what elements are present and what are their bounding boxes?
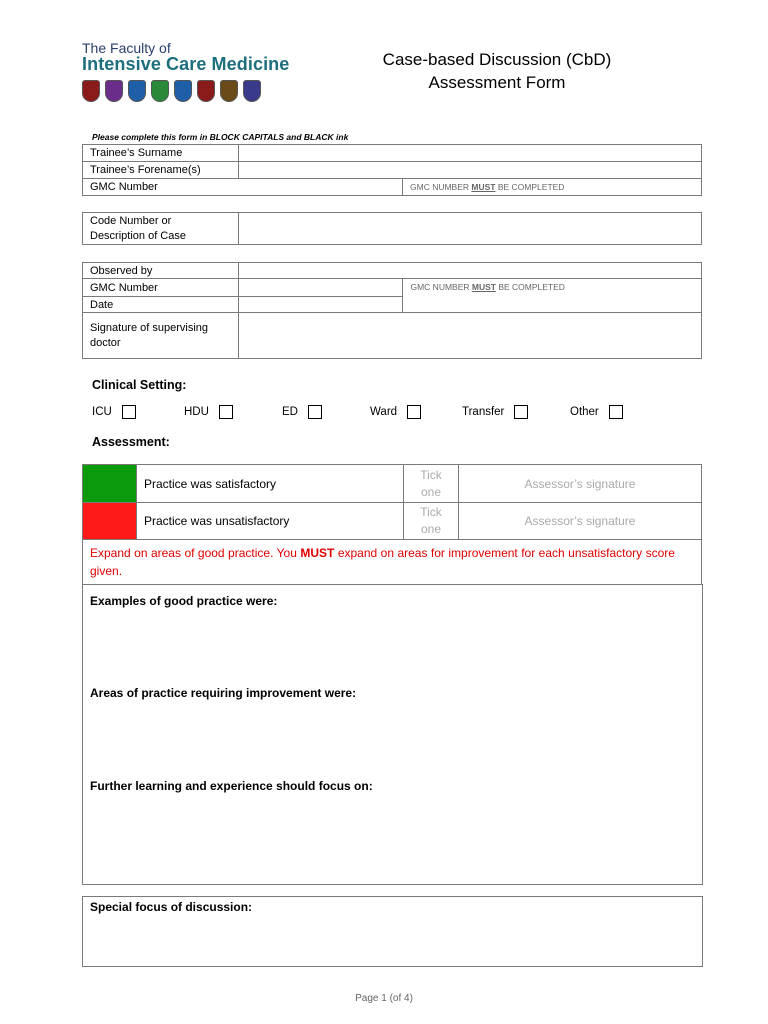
college-crest-icon [82,80,100,102]
good-practice-label: Examples of good practice were: [90,594,278,608]
option-icu[interactable]: ICU [92,405,136,419]
form-title-line1: Case-based Discussion (CbD) [382,50,612,69]
special-focus-box[interactable] [82,896,703,967]
college-crest-icon [151,80,169,102]
trainee-forename-label: Trainee’s Forename(s) [83,162,239,179]
trainee-forename-field[interactable] [239,162,702,179]
special-focus-label: Special focus of discussion: [90,900,253,914]
unsatisfactory-assessor-signature[interactable]: Assessor’s signature [459,503,702,540]
transfer-checkbox[interactable] [514,405,528,419]
hdu-checkbox[interactable] [219,405,233,419]
observer-date-label: Date [83,297,239,313]
instruction-text: Please complete this form in BLOCK CAPITALS and BLACK ink [92,132,349,142]
clinical-setting-options [92,405,652,423]
college-crest-icon [105,80,123,102]
unsatisfactory-color-swatch [83,503,137,540]
expand-instruction: Expand on areas of good practice. You MUST expand on areas for improvement for each unsatisfactory score given. [83,540,702,585]
option-hdu[interactable]: HDU [184,405,233,419]
college-crest-icon [128,80,146,102]
trainee-surname-field[interactable] [239,145,702,162]
option-transfer[interactable]: Transfer [462,405,528,419]
ward-checkbox[interactable] [407,405,421,419]
signature-label: Signature of supervising doctor [83,313,239,359]
trainee-gmc-note: GMC NUMBER MUST BE COMPLETED [403,179,702,196]
form-title [352,48,642,94]
observer-gmc-note: GMC NUMBER MUST BE COMPLETED [403,279,702,313]
page-number: Page 1 (of 4) [355,993,413,1004]
icu-checkbox[interactable] [122,405,136,419]
case-code-label: Code Number or Description of Case [83,213,239,245]
college-crest-icon [220,80,238,102]
observer-table [82,262,702,359]
trainee-table [82,144,702,196]
form-title-line2: Assessment Form [428,73,566,92]
other-checkbox[interactable] [609,405,623,419]
faculty-logo-name: Intensive Care Medicine [82,54,290,74]
unsatisfactory-tick-cell[interactable]: Tick one [404,503,459,540]
college-crest-icon [197,80,215,102]
observer-gmc-label: GMC Number [83,279,239,297]
clinical-setting-heading: Clinical Setting: [92,378,187,392]
case-code-field[interactable] [239,213,702,245]
college-crest-icon [174,80,192,102]
satisfactory-tick-cell[interactable]: Tick one [404,465,459,503]
satisfactory-assessor-signature[interactable]: Assessor’s signature [459,465,702,503]
college-crests [82,80,261,104]
observed-by-label: Observed by [83,263,239,279]
case-table [82,212,702,245]
trainee-surname-label: Trainee’s Surname [83,145,239,162]
ed-checkbox[interactable] [308,405,322,419]
observer-gmc-field[interactable] [238,279,403,297]
further-learning-label: Further learning and experience should focus on: [90,779,373,793]
college-crest-icon [243,80,261,102]
improvement-label: Areas of practice requiring improvement were: [90,686,357,700]
observed-by-field[interactable] [238,263,701,279]
signature-field[interactable] [238,313,701,359]
trainee-gmc-label: GMC Number [83,179,403,196]
option-ward[interactable]: Ward [370,405,421,419]
option-ed[interactable]: ED [282,405,322,419]
option-other[interactable]: Other [570,405,623,419]
observer-date-field[interactable] [238,297,403,313]
assessment-table [82,464,702,585]
assessment-heading: Assessment: [92,435,170,449]
satisfactory-color-swatch [83,465,137,503]
faculty-logo-small-text: The Faculty of [82,40,171,56]
satisfactory-label: Practice was satisfactory [137,465,404,503]
unsatisfactory-label: Practice was unsatisfactory [137,503,404,540]
comments-box[interactable] [82,584,703,885]
